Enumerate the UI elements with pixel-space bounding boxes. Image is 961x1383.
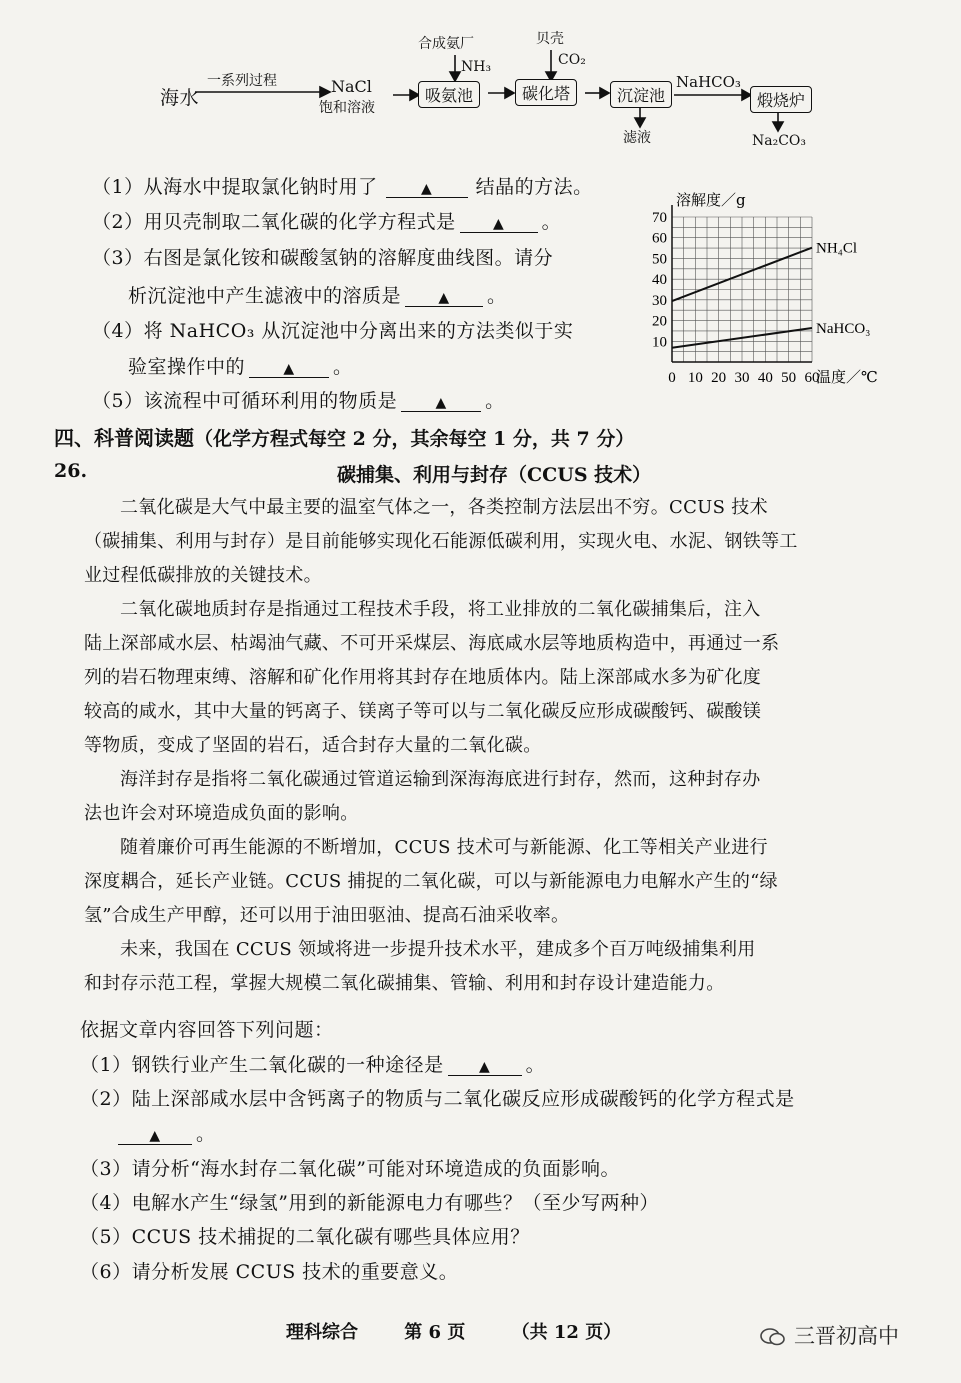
answer-blank[interactable]: ▲ bbox=[448, 1059, 522, 1076]
footer-page: 第 6 页 bbox=[404, 1322, 466, 1343]
paragraph-2: 二氧化碳地质封存是指通过工程技术手段，将工业排放的二氧化碳捕集后，注入 陆上深部咸水层、枯竭油气藏、不可开采煤层、海底咸水层等地质构造中，再通过一系 列的岩石物理束缚、溶解和矿化作用将其封存在地质体内。陆上深部咸水多为矿化度 较高的咸水，其中大量的钙离子、镁离子等可以与二氧化碳反应形成碳酸钙、碳酸镁 等物质，变成了坚固的岩石，适合封存大量的二氧化碳。 bbox=[84, 599, 780, 756]
y-tick-label: 40 bbox=[652, 272, 667, 289]
series-label-1: NaHCO₃ bbox=[816, 321, 871, 338]
q26-item-1: （1）钢铁行业产生二氧化碳的一种途径是 ▲ 。 bbox=[80, 1054, 546, 1076]
q25-item-5: （5）该流程中可循环利用的物质是 ▲ 。 bbox=[92, 390, 505, 412]
q26-prompt: 依据文章内容回答下列问题： bbox=[80, 1019, 334, 1041]
flow-shell: 贝壳 bbox=[536, 31, 564, 47]
section-title: 四、科普阅读题 bbox=[54, 426, 194, 450]
y-tick-label: 70 bbox=[652, 210, 667, 226]
solubility-chart bbox=[640, 185, 940, 400]
flow-filtrate: 滤液 bbox=[623, 130, 651, 146]
flow-co2: CO₂ bbox=[558, 52, 586, 68]
flow-ammonia-plant: 合成氨厂 bbox=[418, 36, 474, 52]
x-tick-label: 10 bbox=[687, 370, 703, 386]
y-tick-label: 60 bbox=[652, 230, 667, 247]
x-tick-label: 30 bbox=[734, 370, 750, 386]
flow-seawater: 海水 bbox=[160, 87, 200, 109]
flow-box-settle: 沉淀池 bbox=[610, 81, 672, 108]
x-tick-label: 20 bbox=[711, 370, 727, 386]
y-tick-label: 50 bbox=[652, 251, 667, 268]
page-footer bbox=[286, 1318, 621, 1344]
x-tick-label: 50 bbox=[781, 370, 797, 386]
q25-item-3-cont: 析沉淀池中产生滤液中的溶质是 ▲ 。 bbox=[128, 285, 507, 307]
series-label-0: NH₄Cl bbox=[816, 240, 858, 257]
flow-process-label: 一系列过程 bbox=[207, 73, 277, 89]
y-axis-label: 溶解度／g bbox=[676, 191, 746, 209]
q26-item-2-cont: ▲ 。 bbox=[118, 1119, 216, 1146]
x-tick-label: 0 bbox=[668, 370, 676, 386]
article-title: 碳捕集、利用与封存（CCUS 技术） bbox=[337, 464, 652, 486]
q25-item-3: （3）右图是氯化铵和碳酸氢钠的溶解度曲线图。请分 bbox=[92, 247, 554, 269]
answer-blank[interactable]: ▲ bbox=[386, 181, 468, 198]
paragraph-1: 二氧化碳是大气中最主要的温室气体之一，各类控制方法层出不穷。CCUS 技术 （碳捕集、利用与封存）是目前能够实现化石能源低碳利用，实现火电、水泥、钢铁等工 业过程低碳排放的关键技术。 bbox=[84, 497, 798, 586]
q26-item-5: （5）CCUS 技术捕捉的二氧化碳有哪些具体应用？ bbox=[80, 1226, 530, 1248]
question-number: 26. bbox=[54, 460, 88, 482]
flow-nh3: NH₃ bbox=[461, 59, 492, 75]
q25-item-2: （2）用贝壳制取二氧化碳的化学方程式是 ▲ 。 bbox=[92, 211, 562, 233]
wechat-icon bbox=[760, 1327, 786, 1347]
flow-nacl: NaCl bbox=[331, 77, 372, 96]
watermark-text: 三晋初高中 bbox=[794, 1324, 899, 1348]
paragraph-5: 未来，我国在 CCUS 领域将进一步提升技术水平，建成多个百万吨级捕集利用 和封存示范工程，掌握大规模二氧化碳捕集、管输、利用和封存设计建造能力。 bbox=[84, 939, 756, 994]
flow-box-carbonation: 碳化塔 bbox=[515, 79, 577, 106]
footer-subject: 理科综合 bbox=[286, 1322, 358, 1343]
answer-blank[interactable]: ▲ bbox=[460, 216, 538, 233]
q26-item-6: （6）请分析发展 CCUS 技术的重要意义。 bbox=[80, 1261, 459, 1283]
y-tick-label: 30 bbox=[652, 292, 667, 309]
paragraph-4: 随着廉价可再生能源的不断增加，CCUS 技术可与新能源、化工等相关产业进行 深度耦合，延长产业链。CCUS 捕捉的二氧化碳，可以与新能源电力电解水产生的“绿 氢”合成生产甲醇，还可以用于油田驱油、提高石油采收率。 bbox=[84, 837, 778, 926]
footer-total: （共 12 页） bbox=[511, 1322, 622, 1343]
answer-blank[interactable]: ▲ bbox=[401, 395, 481, 412]
x-tick-label: 40 bbox=[757, 370, 773, 386]
y-tick-label: 20 bbox=[652, 313, 667, 330]
q25-item-1: （1）从海水中提取氯化钠时用了 ▲ 结晶的方法。 bbox=[92, 176, 593, 198]
section-4-header bbox=[54, 422, 634, 451]
q26-item-4: （4）电解水产生“绿氢”用到的新能源电力有哪些？（至少写两种） bbox=[80, 1192, 660, 1214]
flow-box-absorb: 吸氨池 bbox=[418, 81, 480, 108]
flow-box-furnace: 煅烧炉 bbox=[750, 86, 812, 113]
flow-arrows bbox=[0, 0, 961, 160]
q26-item-2: （2）陆上深部咸水层中含钙离子的物质与二氧化碳反应形成碳酸钙的化学方程式是 bbox=[80, 1088, 795, 1110]
flow-nahco3: NaHCO₃ bbox=[676, 73, 741, 91]
q25-item-4: （4）将 NaHCO₃ 从沉淀池中分离出来的方法类似于实 bbox=[92, 320, 574, 342]
section-note: （化学方程式每空 2 分，其余每空 1 分，共 7 分） bbox=[194, 428, 635, 450]
q26-item-3: （3）请分析“海水封存二氧化碳”可能对环境造成的负面影响。 bbox=[80, 1158, 621, 1180]
flow-saturated-solution: 饱和溶液 bbox=[319, 100, 375, 116]
answer-blank[interactable]: ▲ bbox=[249, 361, 329, 378]
y-tick-label: 10 bbox=[652, 334, 667, 351]
watermark bbox=[760, 1320, 899, 1350]
answer-blank[interactable]: ▲ bbox=[405, 290, 483, 307]
flow-na2co3: Na₂CO₃ bbox=[752, 133, 807, 149]
answer-blank[interactable]: ▲ bbox=[118, 1128, 192, 1145]
article-body bbox=[84, 491, 904, 1001]
q25-item-4-cont: 验室操作中的 ▲ 。 bbox=[128, 356, 353, 378]
paragraph-3: 海洋封存是指将二氧化碳通过管道运输到深海海底进行封存，然而，这种封存办 法也许会对环境造成负面的影响。 bbox=[84, 769, 761, 824]
x-axis-label: 温度／℃ bbox=[816, 368, 878, 386]
x-tick-label: 60 bbox=[804, 370, 820, 386]
